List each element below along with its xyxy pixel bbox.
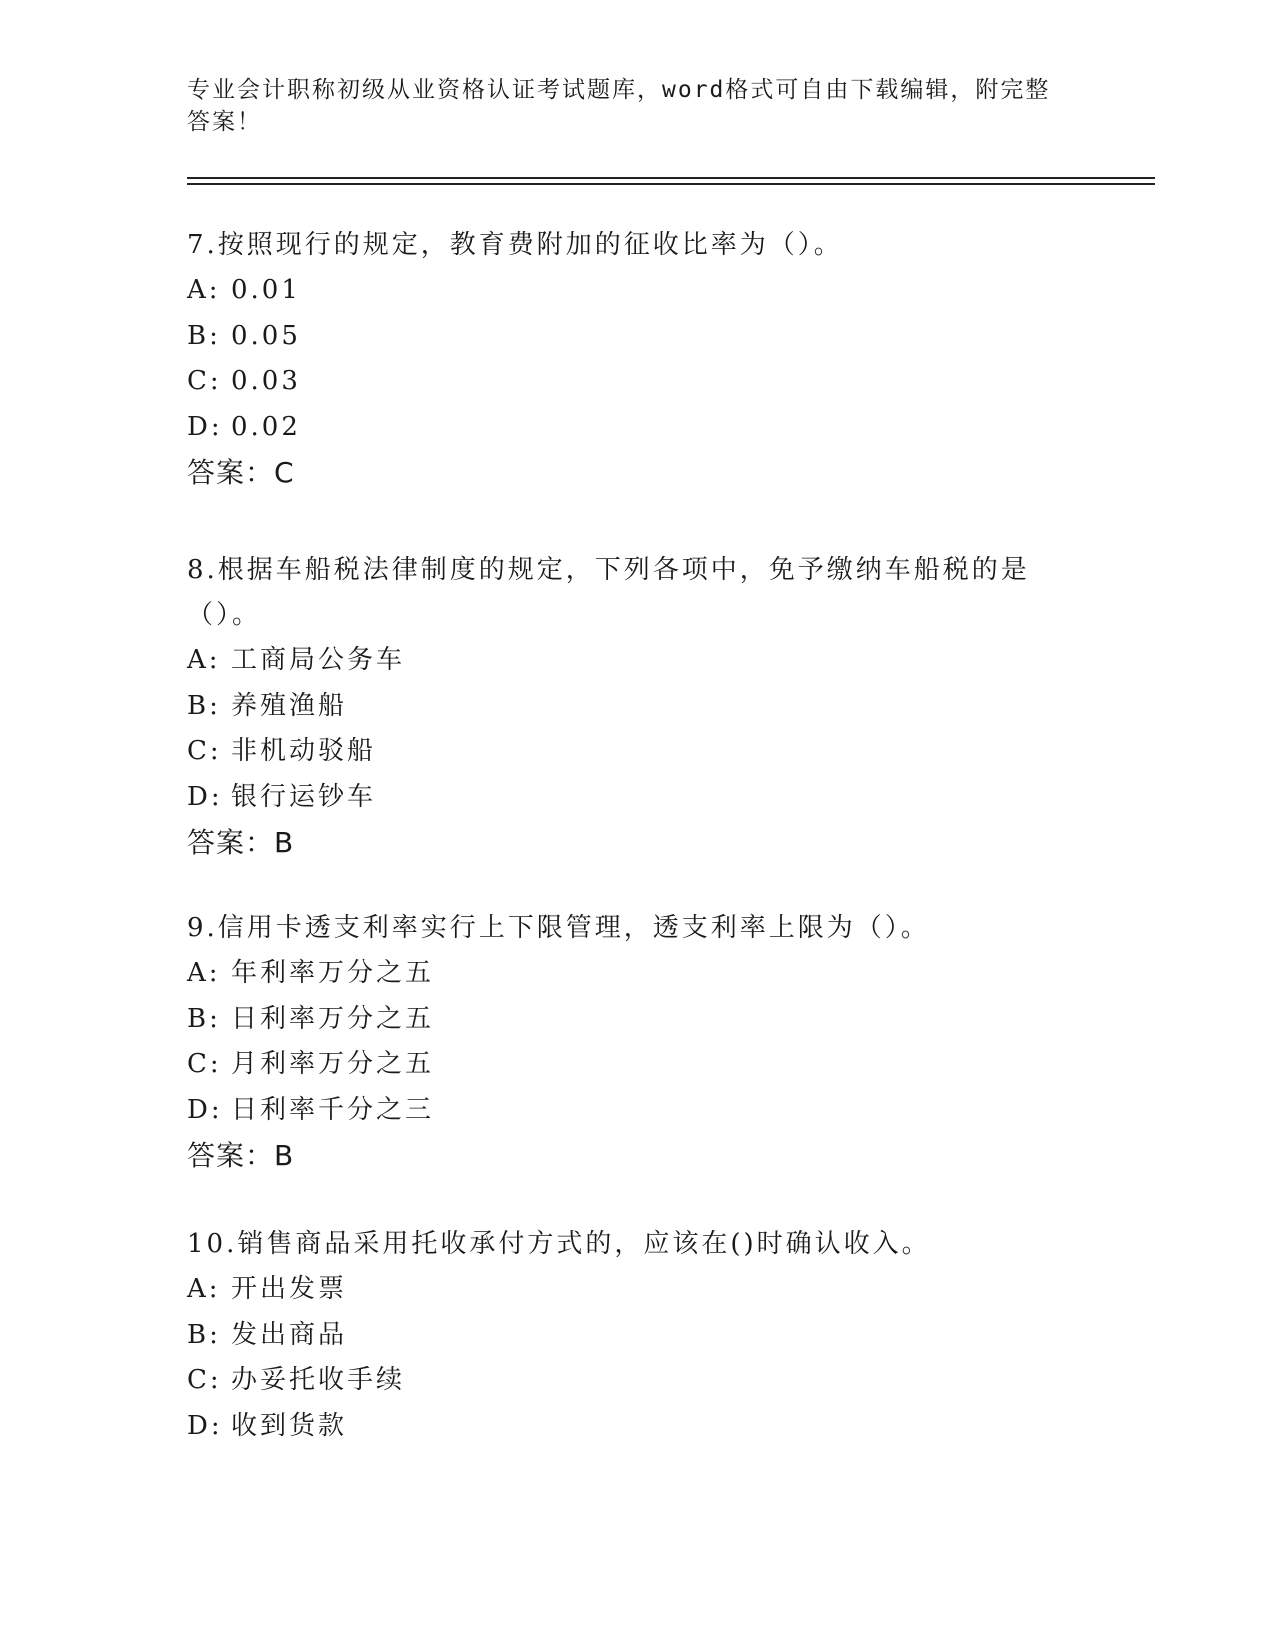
option-a bbox=[187, 951, 1067, 997]
option-c bbox=[187, 359, 1067, 405]
option-text: 收到货款 bbox=[231, 1410, 348, 1441]
document-header: 专业会计职称初级从业资格认证考试题库，word格式可自由下载编辑，附完整答案！ bbox=[187, 77, 1051, 135]
option-text: 发出商品 bbox=[231, 1319, 348, 1350]
option-letter: D: bbox=[187, 1094, 223, 1125]
option-letter: A: bbox=[187, 958, 221, 988]
option-letter: B: bbox=[187, 690, 221, 721]
option-text: 开出发票 bbox=[231, 1274, 348, 1304]
option-letter: D: bbox=[187, 781, 223, 812]
answer-line: 答案：B bbox=[187, 826, 295, 859]
option-c bbox=[187, 729, 1067, 775]
option-d bbox=[187, 405, 1067, 451]
option-text: 办妥托收手续 bbox=[231, 1365, 406, 1395]
option-letter: B: bbox=[187, 1319, 221, 1350]
answer-line: 答案：B bbox=[187, 1139, 295, 1172]
option-text: 非机动驳船 bbox=[231, 736, 377, 766]
option-text: 工商局公务车 bbox=[231, 645, 406, 675]
option-letter: C: bbox=[187, 366, 222, 396]
header-divider-top bbox=[187, 177, 1155, 179]
option-letter: A: bbox=[187, 645, 221, 675]
option-c bbox=[187, 1042, 1067, 1088]
option-a bbox=[187, 268, 1067, 314]
option-letter: A: bbox=[187, 275, 221, 305]
question-stem: 9.信用卡透支利率实行上下限管理，透支利率上限为（）。 bbox=[187, 913, 930, 943]
option-text: 月利率万分之五 bbox=[231, 1049, 435, 1079]
option-text: 银行运钞车 bbox=[231, 781, 377, 812]
question-stem: 10.销售商品采用托收承付方式的，应该在()时确认收入。 bbox=[187, 1229, 931, 1259]
question-8 bbox=[187, 548, 1067, 865]
option-b bbox=[187, 314, 1067, 360]
option-letter: B: bbox=[187, 1003, 221, 1034]
option-a bbox=[187, 1267, 1067, 1313]
option-c bbox=[187, 1358, 1067, 1404]
option-letter: C: bbox=[187, 1365, 222, 1395]
option-text: 年利率万分之五 bbox=[231, 958, 435, 988]
question-9 bbox=[187, 906, 1067, 1178]
option-letter: D: bbox=[187, 411, 223, 442]
option-letter: D: bbox=[187, 1410, 223, 1441]
option-d bbox=[187, 775, 1067, 821]
option-letter: C: bbox=[187, 1049, 222, 1079]
option-text: 0.03 bbox=[231, 366, 301, 396]
option-b bbox=[187, 1313, 1067, 1359]
option-b bbox=[187, 997, 1067, 1043]
option-d bbox=[187, 1088, 1067, 1134]
header-divider-bottom bbox=[187, 183, 1155, 185]
option-text: 0.01 bbox=[231, 275, 301, 305]
option-text: 养殖渔船 bbox=[231, 690, 348, 721]
question-stem: 8.根据车船税法律制度的规定，下列各项中，免予缴纳车船税的是（）。 bbox=[187, 555, 1030, 630]
question-stem: 7.按照现行的规定，教育费附加的征收比率为（）。 bbox=[187, 230, 843, 260]
option-letter: C: bbox=[187, 736, 222, 766]
option-text: 日利率万分之五 bbox=[231, 1003, 435, 1034]
option-d bbox=[187, 1404, 1067, 1450]
answer-line: 答案：C bbox=[187, 456, 295, 489]
option-text: 0.05 bbox=[231, 320, 301, 351]
question-10 bbox=[187, 1222, 1067, 1449]
option-b bbox=[187, 684, 1067, 730]
option-text: 日利率千分之三 bbox=[231, 1094, 435, 1125]
option-letter: B: bbox=[187, 320, 221, 351]
option-letter: A: bbox=[187, 1274, 221, 1304]
option-text: 0.02 bbox=[231, 411, 301, 442]
question-7 bbox=[187, 223, 1067, 495]
option-a bbox=[187, 638, 1067, 684]
